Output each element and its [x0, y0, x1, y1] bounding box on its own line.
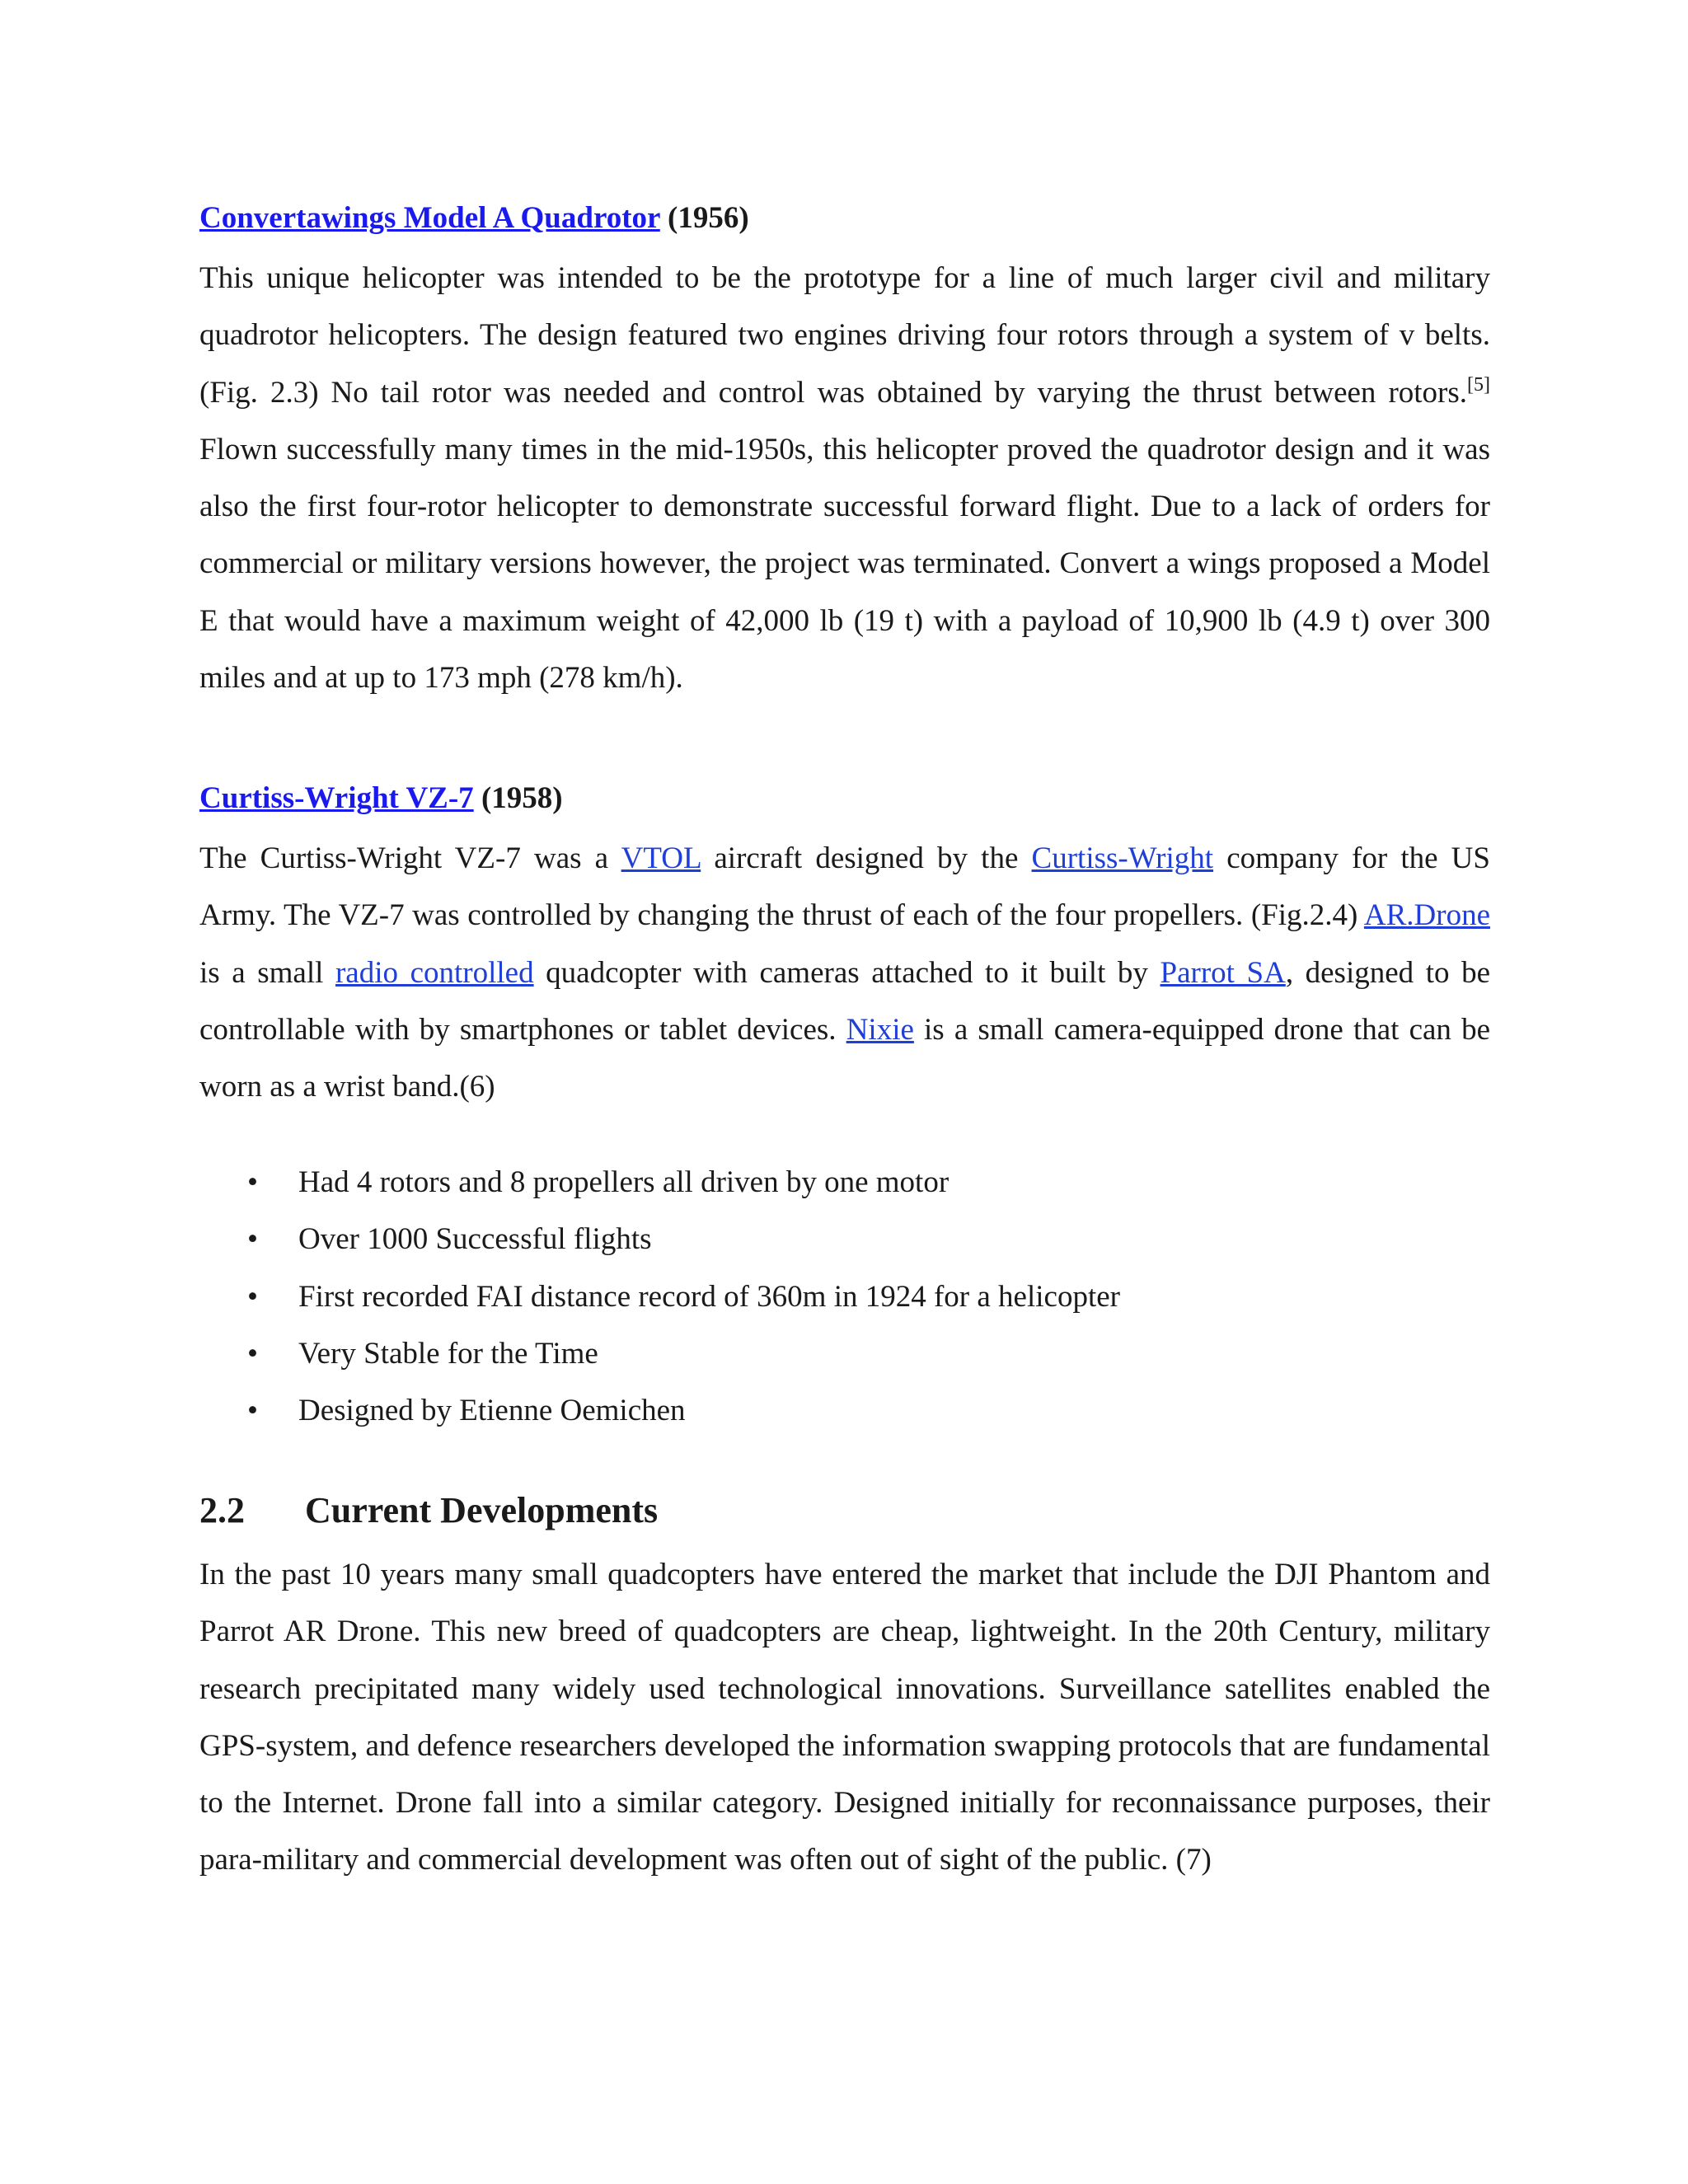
bullet-icon: •	[247, 1394, 258, 1428]
section-number: 2.2	[199, 1490, 245, 1530]
current-developments-text: In the past 10 years many small quadcopters have entered the market that include the DJI Phantom and Parrot AR Drone. This new breed of quadcopters are cheap, lightweight. In the 20th Century, military research precipitated many widely used technological innovations. Surveillance satellites enabled the GPS-system, and defence researchers developed the information swapping protocols that are fundamental to the Internet. Drone fall into a similar category. Designed initially for reconnaissance purposes, their para-military and commercial development was often out of sight of the public. (7)	[199, 1558, 1490, 1877]
cw-text-2: aircraft designed by the	[701, 841, 1032, 875]
convertawings-paragraph	[199, 250, 1490, 706]
curtiss-wright-paragraph	[199, 830, 1490, 1115]
list-item-text: Very Stable for the Time	[298, 1336, 598, 1371]
curtiss-wright-vz7-link[interactable]: Curtiss-Wright VZ-7	[199, 781, 474, 815]
nixie-link[interactable]: Nixie	[846, 1012, 914, 1047]
current-developments-heading	[199, 1488, 658, 1534]
bullet-icon: •	[247, 1336, 258, 1371]
convertawings-text-1: This unique helicopter was intended to be the prototype for a line of much larger civil and military quadrotor helicopters. The design featured two engines driving four rotors through a system of v belts. (Fig. 2.3) No tail rotor was needed and control was obtained by varying the thrust between rotors.	[199, 261, 1490, 410]
list-item-text: Had 4 rotors and 8 propellers all driven by one motor	[298, 1165, 950, 1199]
current-developments-paragraph	[199, 1546, 1490, 1889]
convertawings-year: (1956)	[668, 201, 749, 235]
list-item-text: Designed by Etienne Oemichen	[298, 1394, 686, 1428]
bullet-icon: •	[247, 1165, 258, 1199]
bullet-icon: •	[247, 1279, 258, 1314]
curtiss-wright-link[interactable]: Curtiss-Wright	[1031, 841, 1214, 875]
radio-controlled-link[interactable]: radio controlled	[335, 955, 534, 990]
list-item-text: First recorded FAI distance record of 360m in 1924 for a helicopter	[298, 1279, 1120, 1314]
list-item	[199, 1382, 1490, 1439]
curtiss-wright-heading	[199, 780, 563, 817]
parrot-sa-link[interactable]: Parrot SA	[1160, 955, 1286, 990]
ar-drone-link[interactable]: AR.Drone	[1363, 898, 1490, 933]
cw-text-3: company for the US Army. The VZ-7 was controlled by changing the thrust of each of the four propellers. (Fig.2.4)	[199, 841, 1490, 933]
vtol-link[interactable]: VTOL	[621, 841, 701, 875]
feature-bullet-list	[199, 1154, 1490, 1439]
list-item	[199, 1211, 1490, 1268]
cw-text-5: quadcopter with cameras attached to it built by	[533, 955, 1160, 990]
convertawings-link[interactable]: Convertawings Model A Quadrotor	[199, 201, 660, 235]
reference-5: [5]	[1467, 373, 1490, 396]
list-item	[199, 1154, 1490, 1211]
cw-text-4: is a small	[199, 955, 335, 990]
list-item-text: Over 1000 Successful flights	[298, 1222, 652, 1257]
convertawings-heading	[199, 200, 749, 237]
cw-text-7: is a small camera-equipped drone that can be worn as a wrist band.(6)	[199, 1012, 1490, 1104]
bullet-icon: •	[247, 1222, 258, 1257]
curtiss-wright-year: (1958)	[481, 781, 563, 815]
list-item	[199, 1325, 1490, 1382]
list-item	[199, 1268, 1490, 1325]
cw-text-6: , designed to be controllable with by smartphones or tablet devices.	[199, 955, 1491, 1047]
convertawings-text-2: Flown successfully many times in the mid-1950s, this helicopter proved the quadrotor design and it was also the first four-rotor helicopter to demonstrate successful forward flight. Due to a lack of orders for commercial or military versions however, the project was terminated. Convert a wings proposed a Model E that would have a maximum weight of 42,000 lb (19 t) with a payload of 10,900 lb (4.9 t) over 300 miles and at up to 173 mph (278 km/h).	[199, 432, 1490, 696]
cw-text-1: The Curtiss-Wright VZ-7 was a	[199, 841, 621, 875]
section-title: Current Developments	[305, 1490, 659, 1530]
